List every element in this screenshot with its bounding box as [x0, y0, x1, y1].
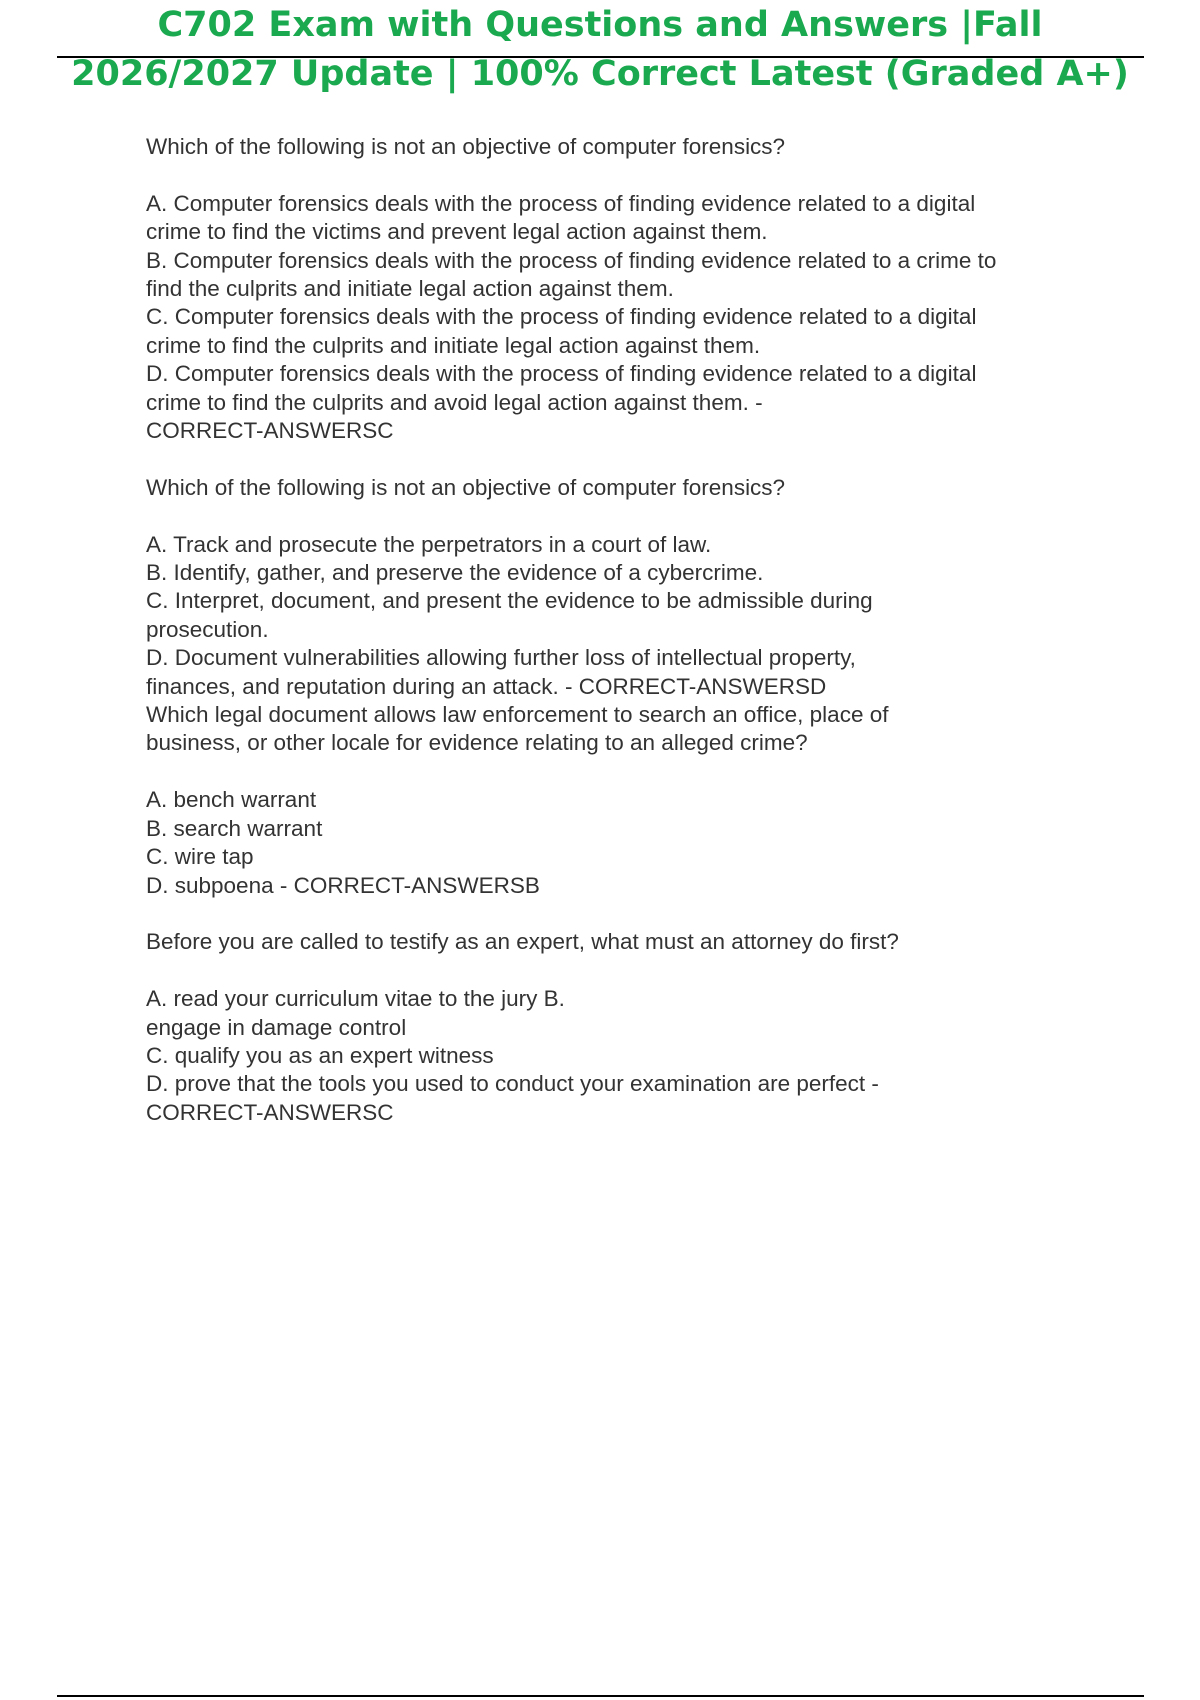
answer-option: A. Computer forensics deals with the process of finding evidence related to a digital: [146, 190, 976, 216]
answer-option: crime to find the culprits and avoid legal action against them. -: [146, 389, 763, 415]
question-block: [146, 701, 1146, 900]
question-block: [146, 133, 1146, 445]
answer-option: crime to find the victims and prevent legal action against them.: [146, 219, 768, 245]
paragraph-gap: [146, 900, 1146, 928]
answer-option: B. Computer forensics deals with the process of finding evidence related to a crime to: [146, 247, 997, 273]
correct-answer: CORRECT-ANSWERSC: [146, 1099, 394, 1125]
answer-option: A. bench warrant: [146, 787, 317, 813]
paragraph-gap: [146, 758, 1146, 786]
answer-option: A. Track and prosecute the perpetrators in a court of law.: [146, 531, 712, 557]
answer-option: A. read your curriculum vitae to the jury B.: [146, 986, 565, 1012]
document-title-line-2: 2026/2027 Update | 100% Correct Latest (Graded A+): [71, 54, 1129, 94]
answer-option: C. Interpret, document, and present the evidence to be admissible during: [146, 588, 873, 614]
answer-option: C. qualify you as an expert witness: [146, 1042, 494, 1068]
correct-answer: D. subpoena - CORRECT-ANSWERSB: [146, 872, 540, 898]
correct-answer: finances, and reputation during an attack. - CORRECT-ANSWERSD: [146, 673, 827, 699]
paragraph-gap: [146, 957, 1146, 985]
paragraph-gap: [146, 445, 1146, 473]
answer-option: crime to find the culprits and initiate legal action against them.: [146, 332, 761, 358]
answer-option: B. Identify, gather, and preserve the evidence of a cybercrime.: [146, 560, 764, 586]
question-prompt: business, or other locale for evidence relating to an alleged crime?: [146, 730, 808, 756]
question-block: [146, 928, 1146, 1127]
answer-option: prosecution.: [146, 616, 269, 642]
document-title-line-1: C702 Exam with Questions and Answers |Fall: [157, 5, 1043, 45]
answer-option: find the culprits and initiate legal action against them.: [146, 276, 674, 302]
answer-option: C. Computer forensics deals with the process of finding evidence related to a digital: [146, 304, 977, 330]
correct-answer: CORRECT-ANSWERSC: [146, 418, 394, 444]
question-list: [146, 133, 1146, 1127]
answer-option: C. wire tap: [146, 844, 254, 870]
answer-option: B. search warrant: [146, 815, 323, 841]
paragraph-gap: [146, 502, 1146, 530]
answer-option: D. prove that the tools you used to conduct your examination are perfect -: [146, 1071, 879, 1097]
question-prompt: Which of the following is not an objective of computer forensics?: [146, 474, 786, 500]
footer-rule: [57, 1695, 1144, 1697]
question-block: [146, 474, 1146, 701]
answer-option: engage in damage control: [146, 1014, 407, 1040]
answer-option: D. Document vulnerabilities allowing further loss of intellectual property,: [146, 645, 856, 671]
question-prompt: Which of the following is not an objective of computer forensics?: [146, 134, 786, 159]
question-prompt: Before you are called to testify as an expert, what must an attorney do first?: [146, 929, 899, 955]
paragraph-gap: [146, 161, 1146, 189]
question-prompt: Which legal document allows law enforcement to search an office, place of: [146, 702, 889, 728]
answer-option: D. Computer forensics deals with the process of finding evidence related to a digital: [146, 361, 977, 387]
